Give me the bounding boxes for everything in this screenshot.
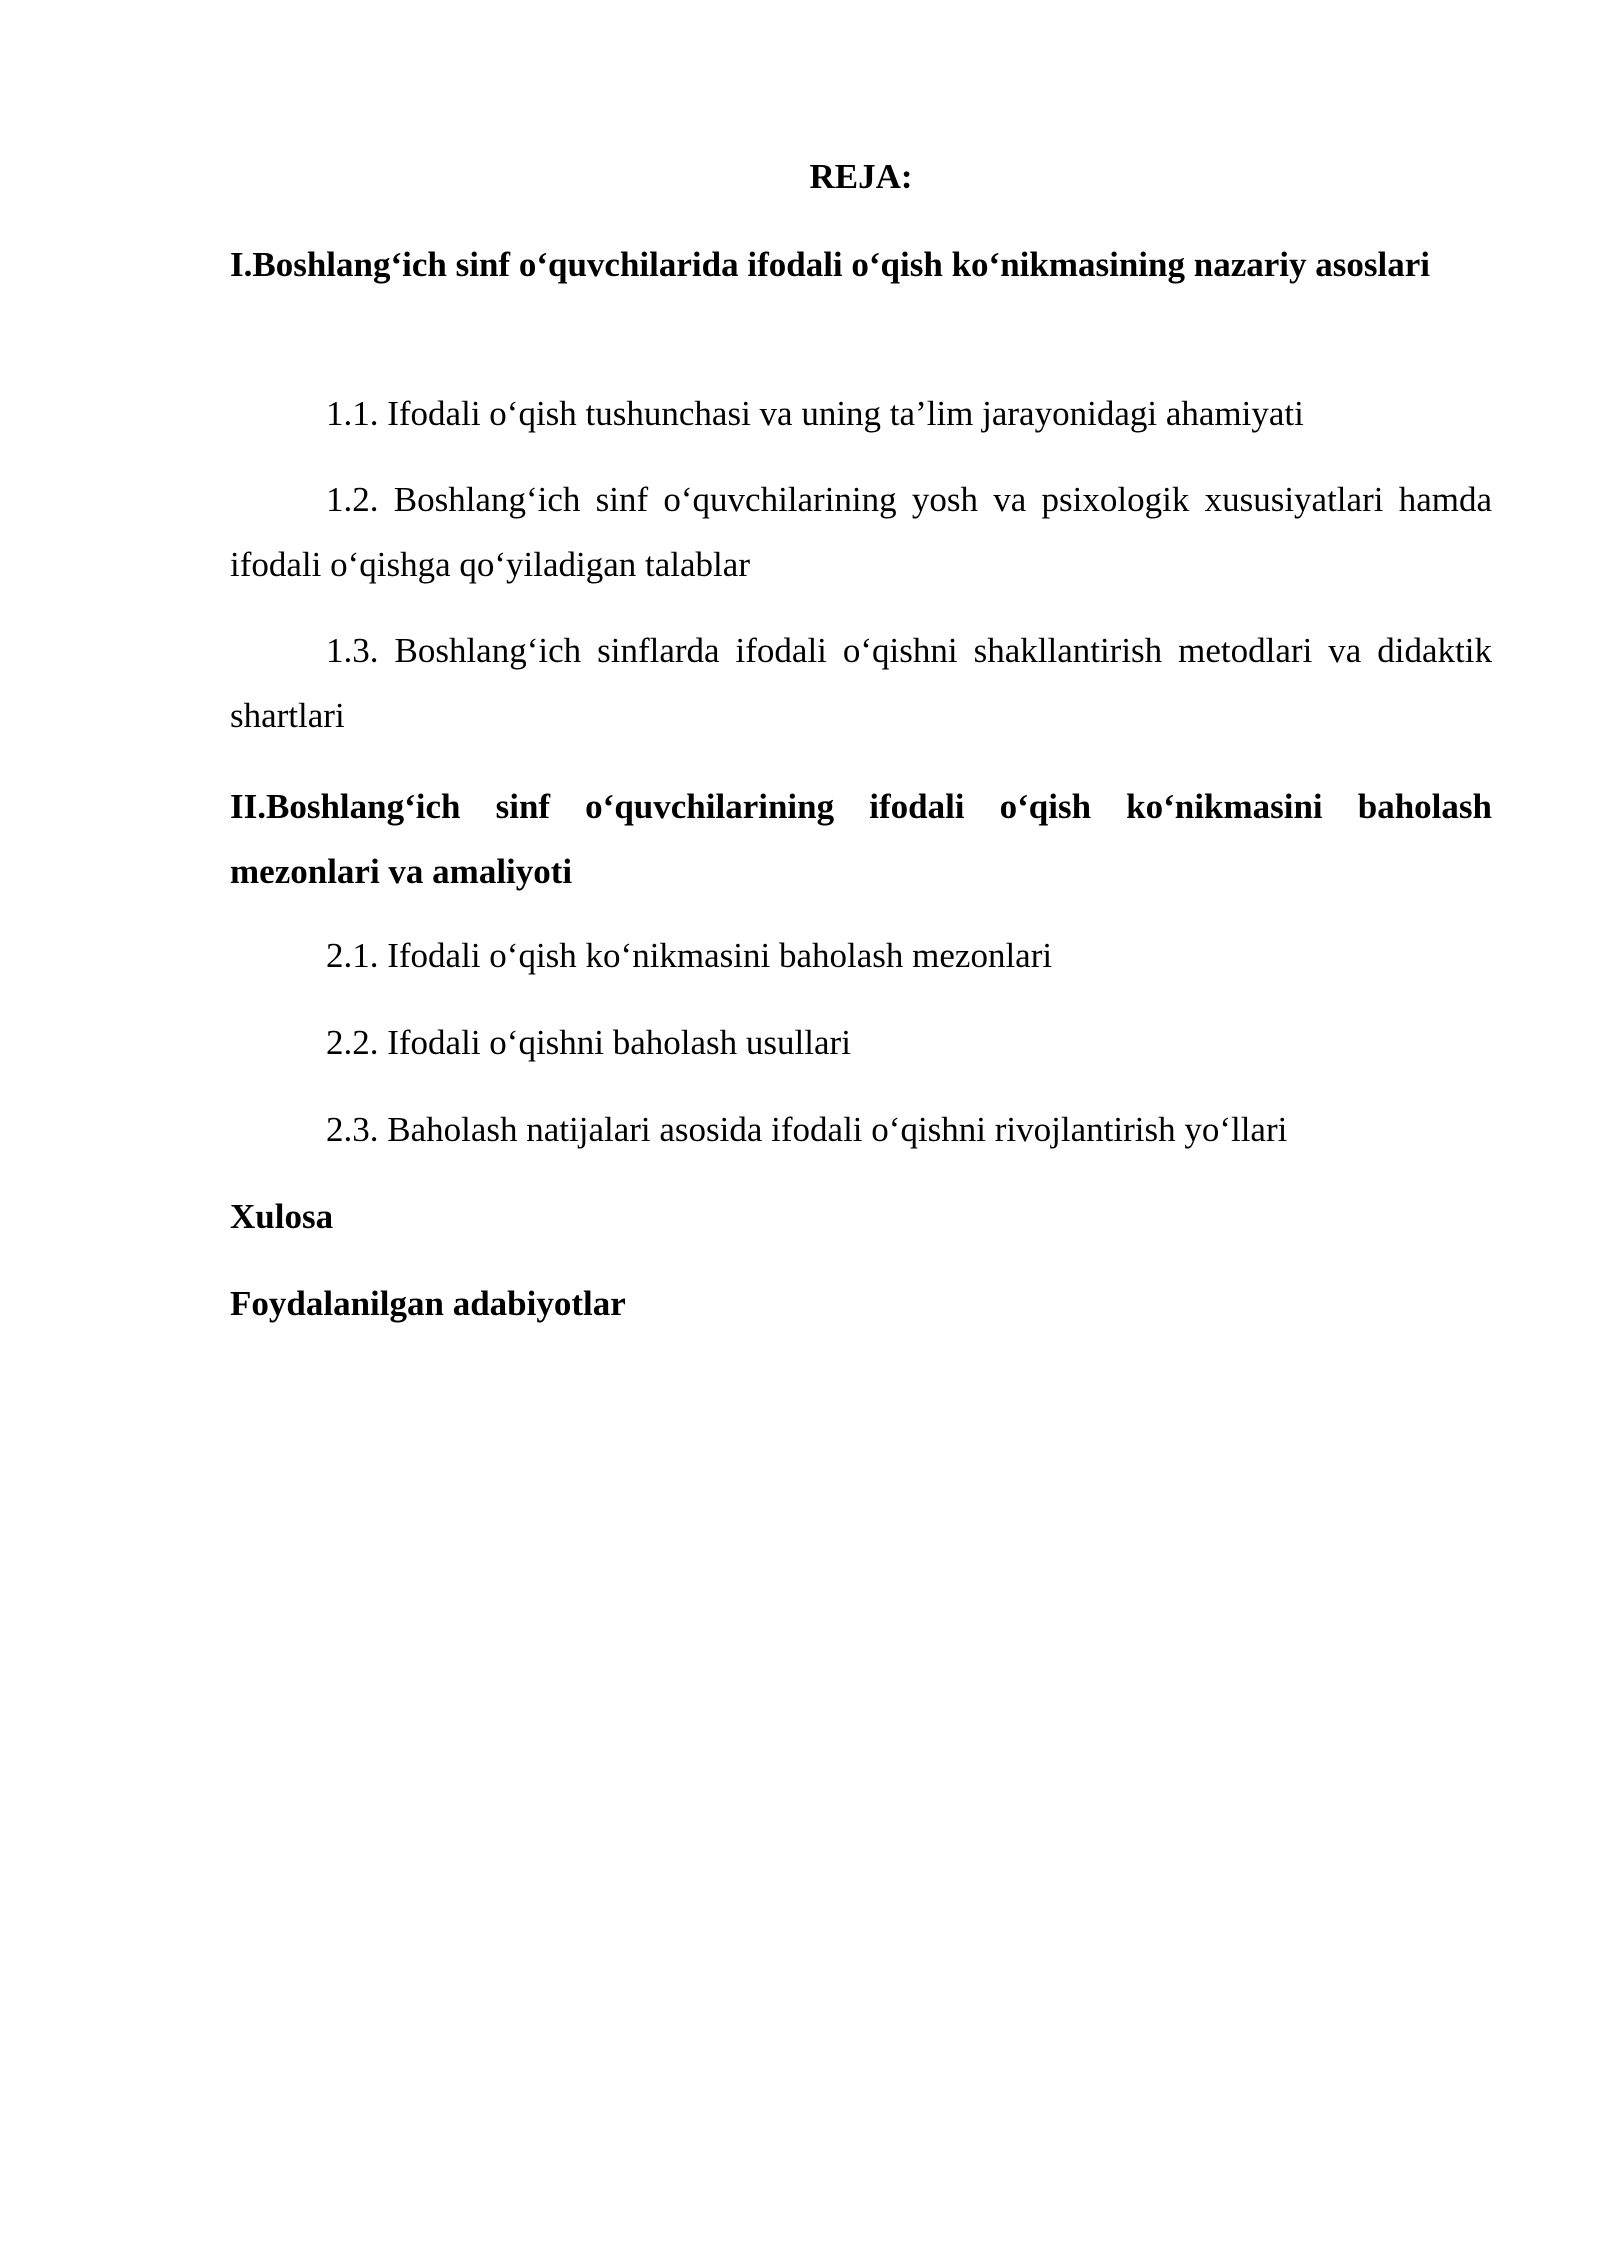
list-item-2-2: 2.2. Ifodali o‘qishni baholash usullari bbox=[326, 1023, 851, 1062]
list-item-1-2: 1.2. Boshlang‘ich sinf o‘quvchilarining yosh va psixologik xususiyatlari hamda ifodali o‘qishga qo‘yiladigan talablar bbox=[230, 480, 1492, 584]
conclusion-heading: Xulosa bbox=[230, 1197, 334, 1236]
page-title: REJA: bbox=[809, 157, 913, 196]
list-item-2-1: 2.1. Ifodali o‘qish ko‘nikmasini baholash mezonlari bbox=[326, 936, 1053, 975]
list-item-1-3: 1.3. Boshlang‘ich sinflarda ifodali o‘qishni shakllantirish metodlari va didaktik shartlari bbox=[230, 631, 1492, 735]
list-item-2-3: 2.3. Baholash natijalari asosida ifodali o‘qishni rivojlantirish yo‘llari bbox=[326, 1110, 1288, 1149]
list-item-1-1: 1.1. Ifodali o‘qish tushunchasi va uning ta’lim jarayonidagi ahamiyati bbox=[326, 394, 1304, 433]
section-heading-1: I.Boshlang‘ich sinf o‘quvchilarida ifodali o‘qish ko‘nikmasining nazariy asoslari bbox=[230, 245, 1430, 284]
references-heading: Foydalanilgan adabiyotlar bbox=[230, 1284, 626, 1323]
section-heading-2: II.Boshlang‘ich sinf o‘quvchilarining ifodali o‘qish ko‘nikmasini baholash mezonlari va amaliyoti bbox=[230, 787, 1492, 891]
